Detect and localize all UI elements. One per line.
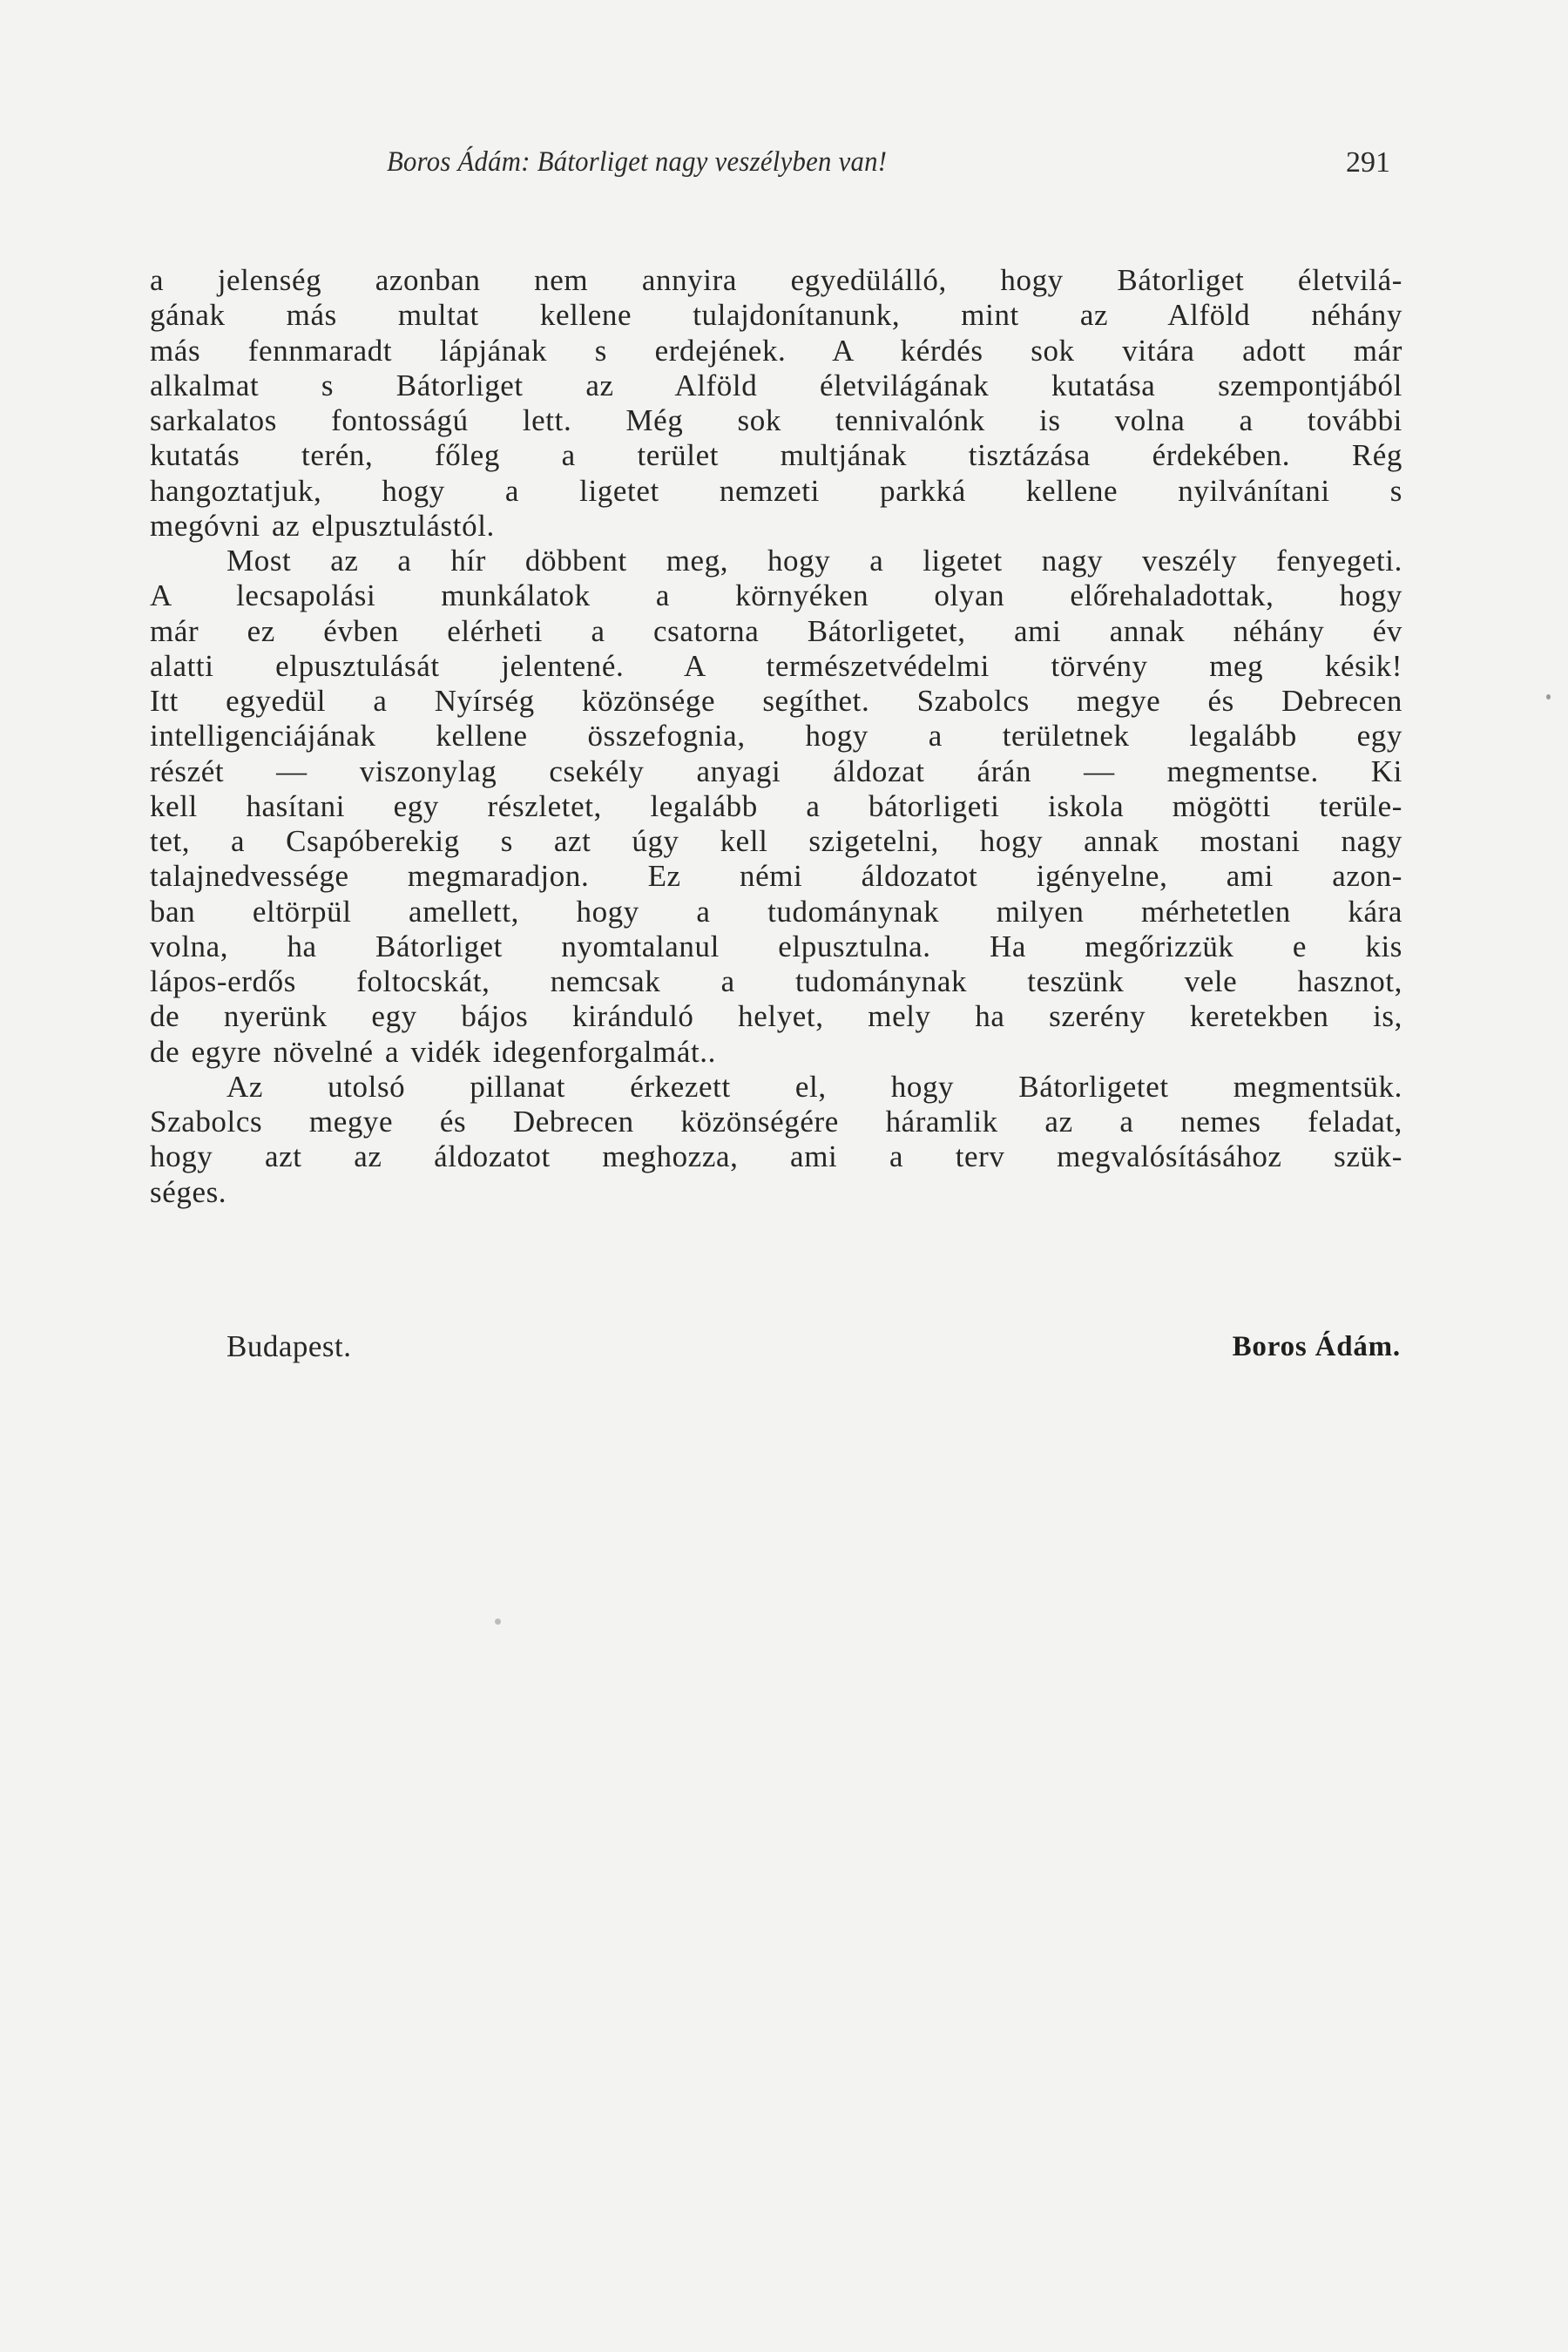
signature-author: Boros Ádám. [1232,1331,1401,1362]
paper-speck [1546,694,1551,700]
text-line: a jelenség azonban nem annyira egyedülálló, hogy Bátorliget életvilá- [150,263,1402,297]
text-line: de egyre növelné a vidék idegenforgalmát.. [150,1034,717,1069]
text-line: talajnedvessége megmaradjon. Ez némi áldozatot igényelne, ami azon- [150,859,1402,894]
running-title: Boros Ádám: Bátorliget nagy veszélyben van! [387,146,888,178]
text-line: tet, a Csapóberekig s azt úgy kell szigetelni, hogy annak mostani nagy [150,824,1402,858]
text-line: kutatás terén, főleg a terület multjának tisztázása érdekében. Rég [150,438,1402,473]
article-body [150,263,1402,1210]
signature-place: Budapest. [226,1329,352,1363]
text-line: Szabolcs megye és Debrecen közönségére háramlik az a nemes feladat, [150,1105,1402,1139]
page-number: 291 [1346,146,1390,179]
text-line: hogy azt az áldozatot meghozza, ami a terv megvalósításához szük- [150,1139,1402,1174]
text-line: volna, ha Bátorliget nyomtalanul elpusztulna. Ha megőrizzük e kis [150,929,1402,963]
text-line: alatti elpusztulását jelentené. A természetvédelmi törvény meg késik! [150,648,1402,683]
signature-row [150,1329,1402,1368]
paper-speck [495,1619,501,1625]
text-line: intelligenciájának kellene összefognia, hogy a területnek legalább egy [150,719,1402,754]
text-line: gának más multat kellene tulajdonítanunk, mint az Alföld néhány [150,298,1402,333]
text-line: már ez évben elérheti a csatorna Bátorligetet, ami annak néhány év [150,613,1402,648]
text-line: részét — viszonylag csekély anyagi áldozat árán — megmentse. Ki [150,754,1402,788]
text-line: séges. [150,1174,227,1209]
text-line: de nyerünk egy bájos kiránduló helyet, mely ha szerény keretekben is, [150,999,1402,1034]
running-header [150,146,1402,181]
text-line: megóvni az elpusztulástól. [150,508,495,543]
text-line: más fennmaradt lápjának s erdejének. A kérdés sok vitára adott már [150,333,1402,368]
paragraph-start-line: Az utolsó pillanat érkezett el, hogy Bátorligetet megmentsük. [226,1069,1402,1104]
text-line: ban eltörpül amellett, hogy a tudománynak milyen mérhetetlen kára [150,894,1402,929]
text-line: A lecsapolási munkálatok a környéken olyan előrehaladottak, hogy [150,578,1402,613]
text-line: hangoztatjuk, hogy a ligetet nemzeti parkká kellene nyilvánítani s [150,473,1402,508]
paragraph-start-line: Most az a hír döbbent meg, hogy a ligetet nagy veszély fenyegeti. [226,544,1402,578]
text-line: lápos-erdős foltocskát, nemcsak a tudománynak teszünk vele hasznot, [150,964,1402,998]
text-line: Itt egyedül a Nyírség közönsége segíthet. Szabolcs megye és Debrecen [150,684,1402,718]
text-line: kell hasítani egy részletet, legalább a bátorligeti iskola mögötti terüle- [150,788,1402,823]
text-line: sarkalatos fontosságú lett. Még sok tennivalónk is volna a további [150,403,1402,437]
text-line: alkalmat s Bátorliget az Alföld életvilágának kutatása szempontjából [150,368,1402,402]
